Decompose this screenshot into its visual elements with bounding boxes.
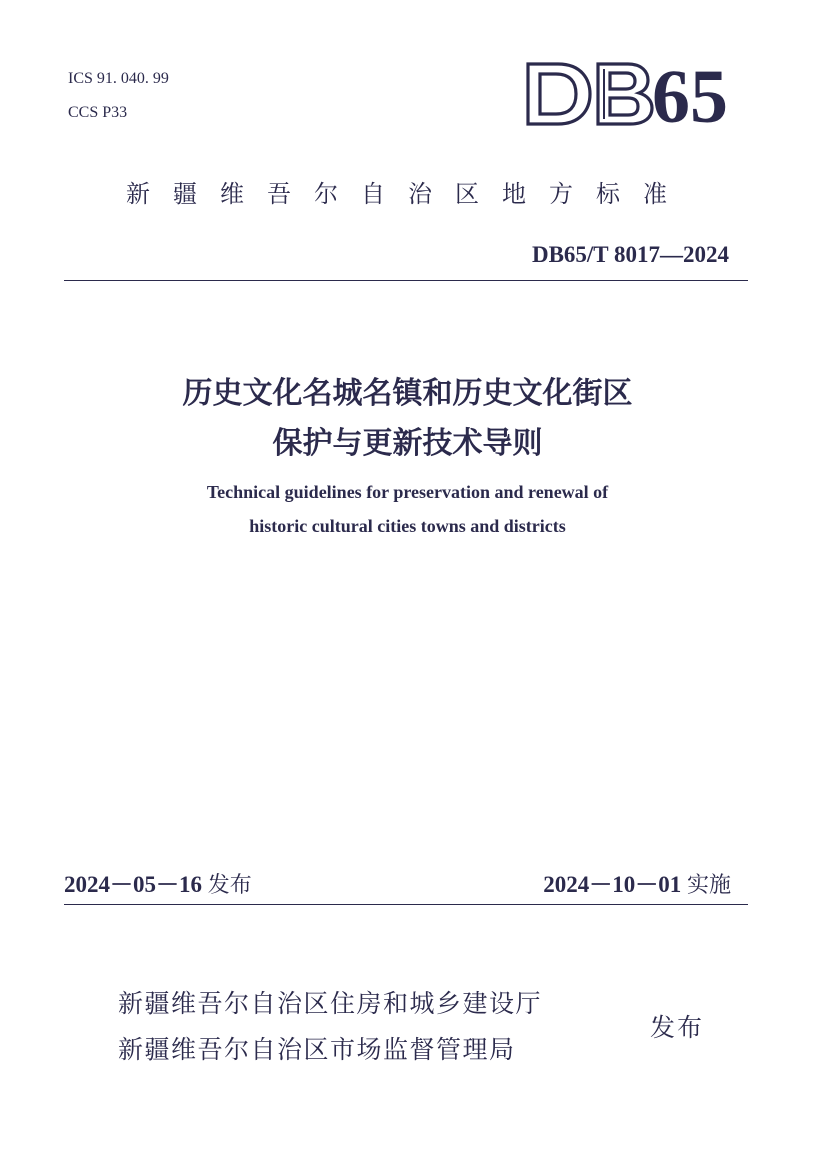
standard-type: 新疆维吾尔自治区地方标准 [126,180,690,208]
footer-divider [64,904,748,905]
title-english-line2: historic cultural cities towns and districts [249,516,566,536]
publisher-line1: 新疆维吾尔自治区住房和城乡建设厅 [118,989,543,1018]
issue-date [64,866,252,899]
implementation-date-label: 实施 [686,873,731,898]
implementation-date-value: 2024－10－01 [543,872,682,897]
title-chinese-line2: 保护与更新技术导则 [272,427,543,460]
issue-date-label: 发布 [207,873,252,898]
publisher-line2: 新疆维吾尔自治区市场监督管理局 [118,1035,516,1064]
issue-date-value: 2024－05－16 [64,872,202,897]
implementation-date [543,866,731,899]
header-divider [64,280,748,281]
title-chinese-line1: 历史文化名城名镇和历史文化街区 [182,377,633,410]
title-english-line1: Technical guidelines for preservation and renewal of [206,482,609,502]
standard-number: DB65/T 8017—2024 [531,242,729,267]
ccs-code: CCS P33 [68,104,128,121]
ics-code: ICS 91. 040. 99 [68,70,169,87]
publish-label: 发布 [650,1013,705,1042]
db65-logo [524,58,738,130]
svg-text:65: 65 [652,58,728,130]
